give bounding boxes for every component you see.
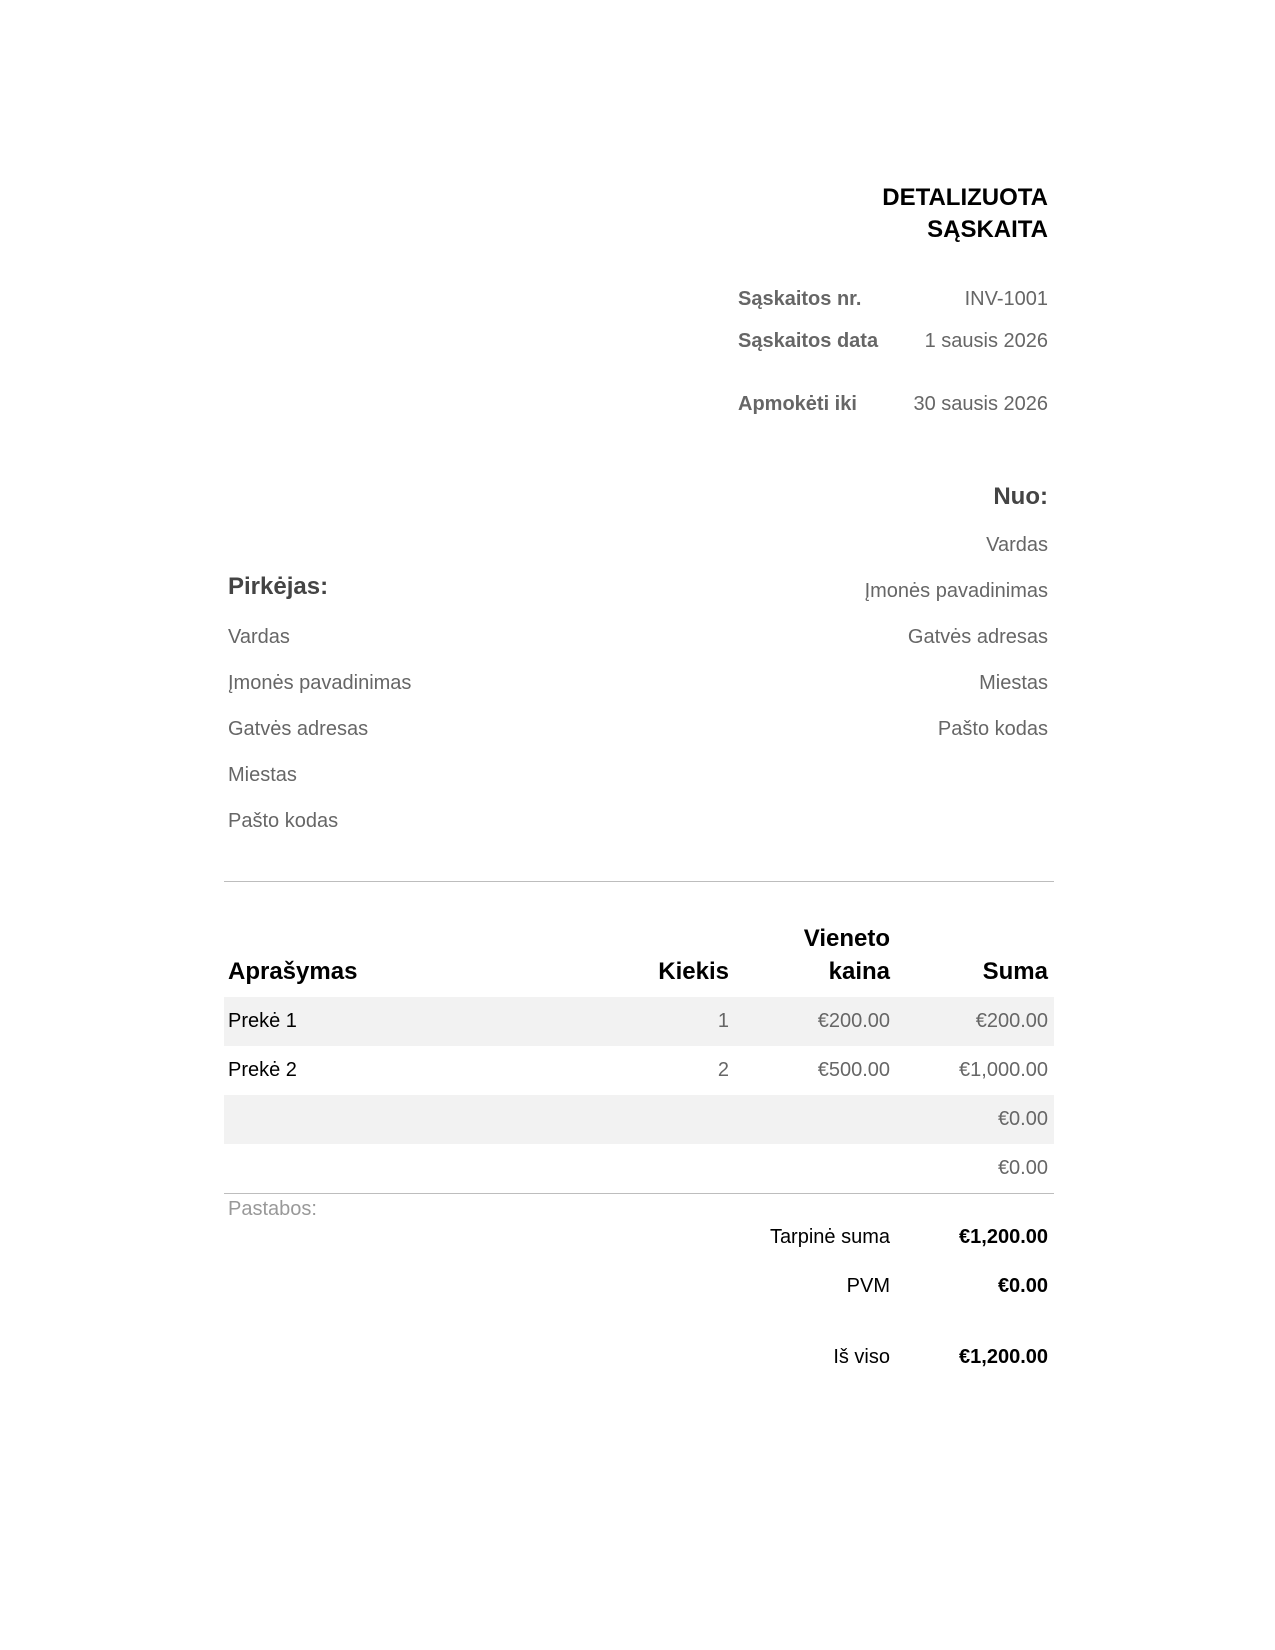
section-divider bbox=[224, 881, 1054, 882]
col-header-quantity: Kiekis bbox=[658, 958, 729, 985]
col-header-amount: Suma bbox=[982, 958, 1048, 985]
invoice-title-line2: SĄSKAITA bbox=[927, 216, 1048, 243]
row1-unit-price: €200.00 bbox=[817, 1010, 890, 1032]
due-date-label: Apmokėti iki bbox=[738, 393, 857, 415]
row4-amount: €0.00 bbox=[997, 1157, 1048, 1179]
seller-city: Miestas bbox=[979, 672, 1048, 694]
row3-amount: €0.00 bbox=[997, 1108, 1048, 1130]
col-header-description: Aprašymas bbox=[228, 958, 358, 985]
row2-description: Prekė 2 bbox=[228, 1059, 297, 1081]
seller-street: Gatvės adresas bbox=[907, 626, 1048, 648]
invoice-number-value: INV-1001 bbox=[964, 288, 1048, 310]
seller-company: Įmonės pavadinimas bbox=[864, 580, 1048, 602]
row2-unit-price: €500.00 bbox=[817, 1059, 890, 1081]
invoice-date-label: Sąskaitos data bbox=[738, 330, 879, 352]
row1-amount: €200.00 bbox=[975, 1010, 1048, 1032]
row1-quantity: 1 bbox=[717, 1010, 729, 1032]
col-header-unit-price-line1: Vieneto bbox=[803, 925, 890, 952]
subtotal-label: Tarpinė suma bbox=[769, 1226, 890, 1248]
row1-description: Prekė 1 bbox=[228, 1010, 297, 1032]
buyer-city: Miestas bbox=[228, 764, 297, 786]
row2-quantity: 2 bbox=[717, 1059, 729, 1081]
subtotal-value: €1,200.00 bbox=[959, 1226, 1048, 1248]
invoice-number-label: Sąskaitos nr. bbox=[738, 288, 862, 310]
vat-label: PVM bbox=[846, 1275, 890, 1297]
due-date-value: 30 sausis 2026 bbox=[913, 393, 1048, 415]
col-header-unit-price-line2: kaina bbox=[828, 958, 890, 985]
vat-value: €0.00 bbox=[997, 1275, 1048, 1297]
seller-heading: Nuo: bbox=[993, 483, 1048, 510]
table-row bbox=[224, 1144, 1054, 1193]
buyer-street: Gatvės adresas bbox=[228, 718, 369, 740]
table-row bbox=[224, 997, 1054, 1046]
total-value: €1,200.00 bbox=[959, 1346, 1048, 1368]
total-label: Iš viso bbox=[833, 1346, 890, 1368]
table-bottom-divider bbox=[224, 1193, 1054, 1194]
buyer-postcode: Pašto kodas bbox=[228, 810, 339, 832]
invoice-title-line1: DETALIZUOTA bbox=[882, 184, 1048, 211]
buyer-name: Vardas bbox=[228, 626, 290, 648]
seller-name: Vardas bbox=[986, 534, 1048, 556]
row2-amount: €1,000.00 bbox=[959, 1059, 1048, 1081]
table-row bbox=[224, 1095, 1054, 1144]
seller-postcode: Pašto kodas bbox=[937, 718, 1048, 740]
buyer-heading: Pirkėjas: bbox=[228, 573, 329, 600]
buyer-company: Įmonės pavadinimas bbox=[228, 672, 412, 694]
table-row bbox=[224, 1046, 1054, 1095]
notes-label: Pastabos: bbox=[228, 1198, 317, 1220]
invoice-date-value: 1 sausis 2026 bbox=[924, 330, 1048, 352]
